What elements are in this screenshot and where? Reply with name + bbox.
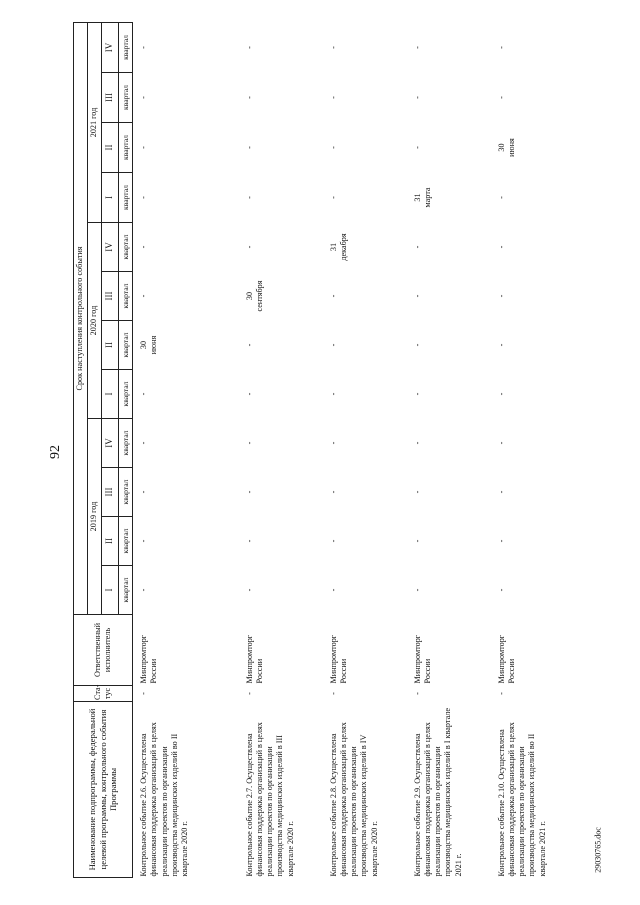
event-status: - (328, 692, 338, 695)
header-quarter-word: квартал (119, 123, 133, 173)
deadline-cell: - (412, 343, 422, 347)
header-year: 2019 год (88, 419, 102, 615)
header-quarter-number: IV (102, 419, 119, 468)
header-quarter-number: III (102, 73, 119, 123)
deadline-cell: - (139, 46, 148, 49)
header-quarter-number: IV (102, 22, 119, 72)
event-name: Контрольное событие 2.8. Осуществлена финансовая поддержка организаций в целях реализации проектов по организации производства медицинских изделий в IV квартале 2020 г. (328, 722, 379, 877)
deadline-cell: 30 сентября (244, 280, 264, 312)
header-quarter-word: квартал (119, 22, 133, 72)
deadline-cell: - (139, 392, 148, 396)
deadline-cell: - (496, 46, 506, 49)
deadline-cell: - (244, 441, 254, 445)
deadline-cell: - (328, 146, 338, 149)
event-name: Контрольное событие 2.6. Осуществлена финансовая поддержка организаций в целях реализации проектов по организации производства медицинских изделий во II квартале 2020 г. (139, 722, 189, 877)
deadline-cell: - (244, 146, 254, 149)
event-name: Контрольное событие 2.9. Осуществлена финансовая поддержка организаций в целях реализации проектов по организации производства медицинских изделий в I квартале 2021 г. (412, 707, 463, 877)
event-status: - (244, 692, 254, 695)
header-year: 2021 год (88, 22, 102, 222)
deadline-cell: - (496, 441, 506, 445)
deadline-cell: - (496, 96, 506, 99)
deadline-cell: - (139, 294, 148, 298)
deadline-cell: - (412, 96, 422, 99)
deadline-cell: - (412, 539, 422, 543)
deadline-cell: - (496, 294, 506, 298)
deadline-cell: - (244, 245, 254, 249)
deadline-cell: - (139, 196, 148, 199)
event-status: - (412, 692, 422, 695)
header-quarter-number: I (102, 566, 119, 615)
deadline-cell: - (412, 46, 422, 49)
deadline-cell: - (412, 392, 422, 396)
table-row (407, 22, 491, 877)
event-executor: Минпромторг России (244, 634, 264, 684)
deadline-cell: - (139, 539, 148, 543)
deadline-cell: - (328, 343, 338, 347)
deadline-cell: - (244, 46, 254, 49)
header-quarter-number: IV (102, 223, 119, 272)
deadline-cell: - (496, 392, 506, 396)
deadline-cell: - (244, 490, 254, 494)
header-quarter-word: квартал (119, 370, 133, 419)
rotated-table-container (73, 23, 608, 878)
deadline-cell: - (328, 539, 338, 543)
header-year: 2020 год (88, 223, 102, 419)
deadline-cell: - (139, 490, 148, 494)
deadline-cell: - (139, 146, 148, 149)
deadline-cell: - (496, 196, 506, 199)
deadline-cell: 31 декабря (328, 233, 348, 261)
deadline-cell: - (412, 588, 422, 592)
deadline-cell: - (244, 196, 254, 199)
header-quarter-number: I (102, 173, 119, 223)
deadline-cell: - (412, 245, 422, 249)
deadline-cell: - (328, 392, 338, 396)
header-quarter-number: II (102, 517, 119, 566)
deadline-cell: - (139, 96, 148, 99)
header-name: Наименование подпрограммы, федеральной целевой программы, контрольного события Программы (74, 702, 133, 878)
deadline-cell: 30 июня (139, 335, 159, 355)
page-number: 92 (48, 445, 63, 459)
header-quarter-word: квартал (119, 173, 133, 223)
deadline-cell: - (328, 196, 338, 199)
deadline-cell: - (412, 441, 422, 445)
deadline-cell: - (496, 343, 506, 347)
header-quarter-word: квартал (119, 566, 133, 615)
event-status: - (139, 692, 148, 695)
deadline-cell: - (139, 245, 148, 249)
event-executor: Минпромторг России (328, 634, 348, 684)
deadline-cell: - (244, 343, 254, 347)
deadline-cell: - (496, 245, 506, 249)
event-name: Контрольное событие 2.10. Осуществлена финансовая поддержка организаций в целях реализации проектов по организации производства медицинских изделий во II квартале 2021 г. (496, 722, 547, 877)
deadline-cell: - (139, 588, 148, 592)
deadline-cell: - (412, 294, 422, 298)
header-quarter-word: квартал (119, 468, 133, 517)
deadline-cell: - (328, 96, 338, 99)
footer-document-id: 29030765.doc (593, 827, 603, 873)
deadline-cell: 31 марта (412, 187, 432, 208)
deadline-cell: - (244, 96, 254, 99)
header-quarter-word: квартал (119, 223, 133, 272)
event-status: - (496, 692, 506, 695)
header-quarter-number: III (102, 272, 119, 321)
deadline-cell: - (328, 490, 338, 494)
deadline-cell: - (496, 490, 506, 494)
header-quarter-number: II (102, 123, 119, 173)
header-quarter-word: квартал (119, 517, 133, 566)
table-row (239, 22, 323, 877)
event-name: Контрольное событие 2.7. Осуществлена финансовая поддержка организаций в целях реализации проектов по организации производства медицинских изделий в III квартале 2020 г. (244, 722, 295, 877)
event-executor: Минпромторг России (496, 634, 516, 684)
deadline-cell: - (412, 490, 422, 494)
deadline-cell: - (139, 441, 148, 445)
deadline-cell: - (244, 392, 254, 396)
deadline-cell: 30 июня (496, 138, 516, 157)
event-executor: Минпромторг России (412, 634, 432, 684)
header-quarter-word: квартал (119, 419, 133, 468)
deadline-cell: - (412, 146, 422, 149)
deadline-cell: - (328, 46, 338, 49)
table-row (133, 22, 239, 877)
header-executor: Ответственный исполнитель (74, 615, 133, 686)
deadline-cell: - (244, 539, 254, 543)
event-executor: Минпромторг России (139, 634, 159, 684)
header-deadline: Срок наступления контрольного события (74, 22, 88, 614)
header-quarter-word: квартал (119, 73, 133, 123)
deadline-cell: - (328, 441, 338, 445)
control-events-table (73, 22, 575, 878)
deadline-cell: - (328, 294, 338, 298)
deadline-cell: - (328, 588, 338, 592)
header-quarter-word: квартал (119, 272, 133, 321)
header-quarter-word: квартал (119, 321, 133, 370)
table-row (491, 22, 575, 877)
header-quarter-number: II (102, 321, 119, 370)
header-quarter-number: I (102, 370, 119, 419)
table-row (323, 22, 407, 877)
deadline-cell: - (244, 588, 254, 592)
deadline-cell: - (496, 539, 506, 543)
deadline-cell: - (496, 588, 506, 592)
header-quarter-number: III (102, 468, 119, 517)
header-status: Ста-тус (74, 686, 133, 702)
